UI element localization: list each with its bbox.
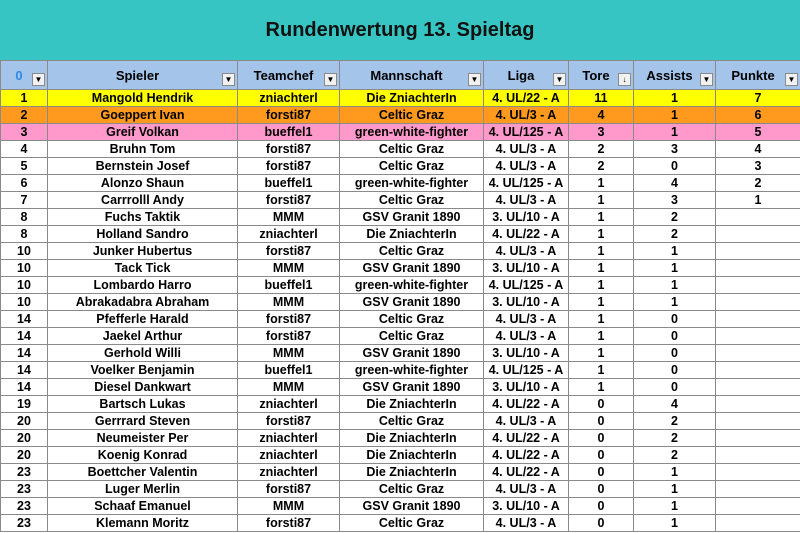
team-cell[interactable]: green-white-fighter: [340, 124, 484, 141]
table-row: [1, 515, 800, 532]
rank-cell[interactable]: 14: [1, 362, 48, 379]
dropdown-arrow-icon[interactable]: ▼: [324, 73, 337, 86]
rank-cell[interactable]: 6: [1, 175, 48, 192]
assists-cell[interactable]: 1: [634, 481, 716, 498]
player-cell[interactable]: Abrakadabra Abraham: [48, 294, 238, 311]
goals-cell[interactable]: 1: [569, 328, 634, 345]
header-row: [1, 61, 800, 90]
assists-cell[interactable]: 1: [634, 90, 716, 107]
dropdown-arrow-icon[interactable]: ▼: [468, 73, 481, 86]
teamchef-cell[interactable]: zniachterl: [238, 90, 340, 107]
rank-cell[interactable]: 20: [1, 413, 48, 430]
table-row: [1, 192, 800, 209]
dropdown-arrow-icon[interactable]: ▼: [32, 73, 45, 86]
team-cell[interactable]: GSV Granit 1890: [340, 345, 484, 362]
player-cell[interactable]: Holland Sandro: [48, 226, 238, 243]
dropdown-arrow-icon[interactable]: ▼: [553, 73, 566, 86]
points-cell[interactable]: [716, 515, 800, 532]
column-header-teamchef[interactable]: Teamchef ▼: [238, 61, 340, 90]
assists-cell[interactable]: 1: [634, 124, 716, 141]
player-cell[interactable]: Bruhn Tom: [48, 141, 238, 158]
assists-cell[interactable]: 0: [634, 158, 716, 175]
player-cell[interactable]: Schaaf Emanuel: [48, 498, 238, 515]
teamchef-cell[interactable]: zniachterl: [238, 226, 340, 243]
points-cell[interactable]: [716, 396, 800, 413]
goals-cell[interactable]: 1: [569, 311, 634, 328]
table-row: [1, 362, 800, 379]
teamchef-cell[interactable]: zniachterl: [238, 447, 340, 464]
rank-cell[interactable]: 19: [1, 396, 48, 413]
league-cell[interactable]: 3. UL/10 - A: [484, 260, 569, 277]
player-cell[interactable]: Jaekel Arthur: [48, 328, 238, 345]
goals-cell[interactable]: 4: [569, 107, 634, 124]
rank-cell[interactable]: 14: [1, 379, 48, 396]
teamchef-cell[interactable]: forsti87: [238, 328, 340, 345]
teamchef-cell[interactable]: zniachterl: [238, 464, 340, 481]
player-cell[interactable]: Luger Merlin: [48, 481, 238, 498]
points-cell[interactable]: 2: [716, 175, 800, 192]
points-cell[interactable]: [716, 413, 800, 430]
player-cell[interactable]: Alonzo Shaun: [48, 175, 238, 192]
league-cell[interactable]: 4. UL/3 - A: [484, 141, 569, 158]
goals-cell[interactable]: 0: [569, 515, 634, 532]
rank-cell[interactable]: 2: [1, 107, 48, 124]
team-cell[interactable]: green-white-fighter: [340, 277, 484, 294]
player-cell[interactable]: Boettcher Valentin: [48, 464, 238, 481]
rank-cell[interactable]: 3: [1, 124, 48, 141]
player-cell[interactable]: Pfefferle Harald: [48, 311, 238, 328]
goals-cell[interactable]: 0: [569, 447, 634, 464]
points-cell[interactable]: 6: [716, 107, 800, 124]
league-cell[interactable]: 4. UL/3 - A: [484, 311, 569, 328]
league-cell[interactable]: 3. UL/10 - A: [484, 379, 569, 396]
column-header-index[interactable]: 0 ▼: [1, 61, 48, 90]
league-cell[interactable]: 4. UL/3 - A: [484, 158, 569, 175]
team-cell[interactable]: Die ZniachterIn: [340, 226, 484, 243]
points-cell[interactable]: [716, 481, 800, 498]
goals-cell[interactable]: 0: [569, 498, 634, 515]
table-row: [1, 124, 800, 141]
team-cell[interactable]: GSV Granit 1890: [340, 294, 484, 311]
team-cell[interactable]: Celtic Graz: [340, 192, 484, 209]
rank-cell[interactable]: 14: [1, 345, 48, 362]
team-cell[interactable]: Celtic Graz: [340, 107, 484, 124]
player-cell[interactable]: Gerhold Willi: [48, 345, 238, 362]
assists-cell[interactable]: 0: [634, 328, 716, 345]
table-row: [1, 175, 800, 192]
table-row: [1, 379, 800, 396]
league-cell[interactable]: 3. UL/10 - A: [484, 345, 569, 362]
rank-cell[interactable]: 5: [1, 158, 48, 175]
league-cell[interactable]: 4. UL/22 - A: [484, 464, 569, 481]
table-body: [1, 90, 800, 532]
team-cell[interactable]: Celtic Graz: [340, 141, 484, 158]
team-cell[interactable]: Celtic Graz: [340, 413, 484, 430]
assists-cell[interactable]: 1: [634, 498, 716, 515]
teamchef-cell[interactable]: forsti87: [238, 481, 340, 498]
points-cell[interactable]: 1: [716, 192, 800, 209]
team-cell[interactable]: Die ZniachterIn: [340, 90, 484, 107]
column-header-spieler[interactable]: Spieler ▼: [48, 61, 238, 90]
points-cell[interactable]: [716, 294, 800, 311]
league-cell[interactable]: 4. UL/125 - A: [484, 362, 569, 379]
league-cell[interactable]: 4. UL/22 - A: [484, 430, 569, 447]
league-cell[interactable]: 4. UL/3 - A: [484, 243, 569, 260]
league-cell[interactable]: 4. UL/3 - A: [484, 413, 569, 430]
goals-cell[interactable]: 0: [569, 396, 634, 413]
table-row: [1, 260, 800, 277]
goals-cell[interactable]: 3: [569, 124, 634, 141]
assists-cell[interactable]: 3: [634, 141, 716, 158]
goals-cell[interactable]: 2: [569, 158, 634, 175]
teamchef-cell[interactable]: MMM: [238, 209, 340, 226]
teamchef-cell[interactable]: forsti87: [238, 311, 340, 328]
goals-cell[interactable]: 1: [569, 226, 634, 243]
points-cell[interactable]: [716, 226, 800, 243]
assists-cell[interactable]: 1: [634, 243, 716, 260]
league-cell[interactable]: 3. UL/10 - A: [484, 498, 569, 515]
column-header-liga[interactable]: Liga ▼: [484, 61, 569, 90]
assists-cell[interactable]: 1: [634, 515, 716, 532]
league-cell[interactable]: 4. UL/125 - A: [484, 124, 569, 141]
table-row: [1, 413, 800, 430]
points-cell[interactable]: 5: [716, 124, 800, 141]
rank-cell[interactable]: 8: [1, 209, 48, 226]
rank-cell[interactable]: 10: [1, 260, 48, 277]
assists-cell[interactable]: 4: [634, 396, 716, 413]
goals-cell[interactable]: 0: [569, 464, 634, 481]
player-cell[interactable]: Mangold Hendrik: [48, 90, 238, 107]
league-cell[interactable]: 4. UL/22 - A: [484, 90, 569, 107]
rank-cell[interactable]: 4: [1, 141, 48, 158]
team-cell[interactable]: Die ZniachterIn: [340, 464, 484, 481]
table-row: [1, 498, 800, 515]
teamchef-cell[interactable]: MMM: [238, 345, 340, 362]
table-row: [1, 464, 800, 481]
goals-cell[interactable]: 1: [569, 209, 634, 226]
assists-cell[interactable]: 1: [634, 107, 716, 124]
points-cell[interactable]: [716, 430, 800, 447]
player-cell[interactable]: Greif Volkan: [48, 124, 238, 141]
league-cell[interactable]: 4. UL/22 - A: [484, 447, 569, 464]
goals-cell[interactable]: 1: [569, 277, 634, 294]
title-banner: [0, 0, 800, 60]
table-row: [1, 226, 800, 243]
assists-cell[interactable]: 1: [634, 277, 716, 294]
player-cell[interactable]: Goeppert Ivan: [48, 107, 238, 124]
column-header-mannschaft[interactable]: Mannschaft ▼: [340, 61, 484, 90]
assists-cell[interactable]: 2: [634, 226, 716, 243]
league-cell[interactable]: 4. UL/125 - A: [484, 277, 569, 294]
table-row: [1, 328, 800, 345]
assists-cell[interactable]: 0: [634, 379, 716, 396]
league-cell[interactable]: 4. UL/22 - A: [484, 226, 569, 243]
rank-cell[interactable]: 10: [1, 277, 48, 294]
team-cell[interactable]: Die ZniachterIn: [340, 396, 484, 413]
league-cell[interactable]: 4. UL/3 - A: [484, 328, 569, 345]
player-cell[interactable]: Tack Tick: [48, 260, 238, 277]
goals-cell[interactable]: 1: [569, 175, 634, 192]
dropdown-arrow-icon[interactable]: ▼: [222, 73, 235, 86]
teamchef-cell[interactable]: forsti87: [238, 192, 340, 209]
table-row: [1, 345, 800, 362]
points-cell[interactable]: [716, 345, 800, 362]
teamchef-cell[interactable]: forsti87: [238, 515, 340, 532]
assists-cell[interactable]: 3: [634, 192, 716, 209]
league-cell[interactable]: 4. UL/3 - A: [484, 192, 569, 209]
points-cell[interactable]: [716, 447, 800, 464]
teamchef-cell[interactable]: bueffel1: [238, 175, 340, 192]
assists-cell[interactable]: 0: [634, 362, 716, 379]
player-cell[interactable]: Gerrrard Steven: [48, 413, 238, 430]
team-cell[interactable]: Celtic Graz: [340, 243, 484, 260]
league-cell[interactable]: 4. UL/3 - A: [484, 515, 569, 532]
table-row: [1, 396, 800, 413]
assists-cell[interactable]: 1: [634, 464, 716, 481]
points-cell[interactable]: [716, 311, 800, 328]
goals-cell[interactable]: 1: [569, 192, 634, 209]
assists-cell[interactable]: 4: [634, 175, 716, 192]
goals-cell[interactable]: 0: [569, 430, 634, 447]
teamchef-cell[interactable]: zniachterl: [238, 396, 340, 413]
team-cell[interactable]: Celtic Graz: [340, 328, 484, 345]
league-cell[interactable]: 3. UL/10 - A: [484, 209, 569, 226]
teamchef-cell[interactable]: bueffel1: [238, 277, 340, 294]
rank-cell[interactable]: 8: [1, 226, 48, 243]
team-cell[interactable]: green-white-fighter: [340, 175, 484, 192]
player-cell[interactable]: Bernstein Josef: [48, 158, 238, 175]
table-row: [1, 277, 800, 294]
league-cell[interactable]: 4. UL/22 - A: [484, 396, 569, 413]
goals-cell[interactable]: 1: [569, 362, 634, 379]
league-cell[interactable]: 4. UL/125 - A: [484, 175, 569, 192]
table-row: [1, 107, 800, 124]
points-cell[interactable]: [716, 243, 800, 260]
teamchef-cell[interactable]: MMM: [238, 294, 340, 311]
goals-cell[interactable]: 1: [569, 260, 634, 277]
rank-cell[interactable]: 14: [1, 328, 48, 345]
league-cell[interactable]: 3. UL/10 - A: [484, 294, 569, 311]
team-cell[interactable]: Celtic Graz: [340, 515, 484, 532]
table-row: [1, 158, 800, 175]
goals-cell[interactable]: 0: [569, 413, 634, 430]
player-cell[interactable]: Klemann Moritz: [48, 515, 238, 532]
rank-cell[interactable]: 23: [1, 464, 48, 481]
assists-cell[interactable]: 1: [634, 260, 716, 277]
teamchef-cell[interactable]: bueffel1: [238, 362, 340, 379]
team-cell[interactable]: GSV Granit 1890: [340, 209, 484, 226]
teamchef-cell[interactable]: forsti87: [238, 413, 340, 430]
table-row: [1, 243, 800, 260]
rank-cell[interactable]: 1: [1, 90, 48, 107]
rank-cell[interactable]: 20: [1, 430, 48, 447]
goals-cell[interactable]: 0: [569, 481, 634, 498]
teamchef-cell[interactable]: zniachterl: [238, 430, 340, 447]
teamchef-cell[interactable]: forsti87: [238, 141, 340, 158]
points-cell[interactable]: [716, 498, 800, 515]
teamchef-cell[interactable]: forsti87: [238, 243, 340, 260]
league-cell[interactable]: 4. UL/3 - A: [484, 107, 569, 124]
player-cell[interactable]: Fuchs Taktik: [48, 209, 238, 226]
sort-descending-icon[interactable]: ↓: [618, 73, 631, 86]
points-cell[interactable]: 4: [716, 141, 800, 158]
points-cell[interactable]: [716, 464, 800, 481]
team-cell[interactable]: Die ZniachterIn: [340, 447, 484, 464]
goals-cell[interactable]: 1: [569, 294, 634, 311]
player-cell[interactable]: Neumeister Per: [48, 430, 238, 447]
team-cell[interactable]: Celtic Graz: [340, 158, 484, 175]
player-cell[interactable]: Lombardo Harro: [48, 277, 238, 294]
team-cell[interactable]: Celtic Graz: [340, 481, 484, 498]
points-cell[interactable]: 7: [716, 90, 800, 107]
player-cell[interactable]: Voelker Benjamin: [48, 362, 238, 379]
assists-cell[interactable]: 2: [634, 430, 716, 447]
table-row: [1, 90, 800, 107]
teamchef-cell[interactable]: bueffel1: [238, 124, 340, 141]
column-header-tore[interactable]: Tore ↓: [569, 61, 634, 90]
table-row: [1, 311, 800, 328]
points-cell[interactable]: [716, 209, 800, 226]
teamchef-cell[interactable]: MMM: [238, 379, 340, 396]
rank-cell[interactable]: 23: [1, 481, 48, 498]
goals-cell[interactable]: 2: [569, 141, 634, 158]
player-cell[interactable]: Junker Hubertus: [48, 243, 238, 260]
table-row: [1, 430, 800, 447]
column-header-punkte[interactable]: Punkte ▼: [716, 61, 800, 90]
points-cell[interactable]: [716, 328, 800, 345]
page-title: Rundenwertung 13. Spieltag: [265, 18, 535, 41]
table-row: [1, 294, 800, 311]
dropdown-arrow-icon[interactable]: ▼: [700, 73, 713, 86]
assists-cell[interactable]: 2: [634, 447, 716, 464]
rank-cell[interactable]: 10: [1, 294, 48, 311]
rank-cell[interactable]: 7: [1, 192, 48, 209]
goals-cell[interactable]: 11: [569, 90, 634, 107]
team-cell[interactable]: GSV Granit 1890: [340, 379, 484, 396]
column-header-assists[interactable]: Assists ▼: [634, 61, 716, 90]
goals-cell[interactable]: 1: [569, 379, 634, 396]
rank-cell[interactable]: 14: [1, 311, 48, 328]
team-cell[interactable]: GSV Granit 1890: [340, 260, 484, 277]
rank-cell[interactable]: 23: [1, 515, 48, 532]
goals-cell[interactable]: 1: [569, 345, 634, 362]
assists-cell[interactable]: 1: [634, 294, 716, 311]
ranking-table: [0, 60, 800, 532]
table-row: [1, 209, 800, 226]
rank-cell[interactable]: 10: [1, 243, 48, 260]
points-cell[interactable]: [716, 277, 800, 294]
teamchef-cell[interactable]: forsti87: [238, 158, 340, 175]
points-cell[interactable]: 3: [716, 158, 800, 175]
rank-cell[interactable]: 20: [1, 447, 48, 464]
teamchef-cell[interactable]: MMM: [238, 498, 340, 515]
league-cell[interactable]: 4. UL/3 - A: [484, 481, 569, 498]
points-cell[interactable]: [716, 379, 800, 396]
points-cell[interactable]: [716, 362, 800, 379]
assists-cell[interactable]: 2: [634, 413, 716, 430]
assists-cell[interactable]: 2: [634, 209, 716, 226]
assists-cell[interactable]: 0: [634, 311, 716, 328]
assists-cell[interactable]: 0: [634, 345, 716, 362]
team-cell[interactable]: GSV Granit 1890: [340, 498, 484, 515]
table-row: [1, 481, 800, 498]
team-cell[interactable]: green-white-fighter: [340, 362, 484, 379]
teamchef-cell[interactable]: forsti87: [238, 107, 340, 124]
dropdown-arrow-icon[interactable]: ▼: [785, 73, 798, 86]
teamchef-cell[interactable]: MMM: [238, 260, 340, 277]
player-cell[interactable]: Carrrolll Andy: [48, 192, 238, 209]
player-cell[interactable]: Bartsch Lukas: [48, 396, 238, 413]
table-row: [1, 447, 800, 464]
rank-cell[interactable]: 23: [1, 498, 48, 515]
team-cell[interactable]: Die ZniachterIn: [340, 430, 484, 447]
team-cell[interactable]: Celtic Graz: [340, 311, 484, 328]
table-row: [1, 141, 800, 158]
player-cell[interactable]: Koenig Konrad: [48, 447, 238, 464]
goals-cell[interactable]: 1: [569, 243, 634, 260]
points-cell[interactable]: [716, 260, 800, 277]
player-cell[interactable]: Diesel Dankwart: [48, 379, 238, 396]
